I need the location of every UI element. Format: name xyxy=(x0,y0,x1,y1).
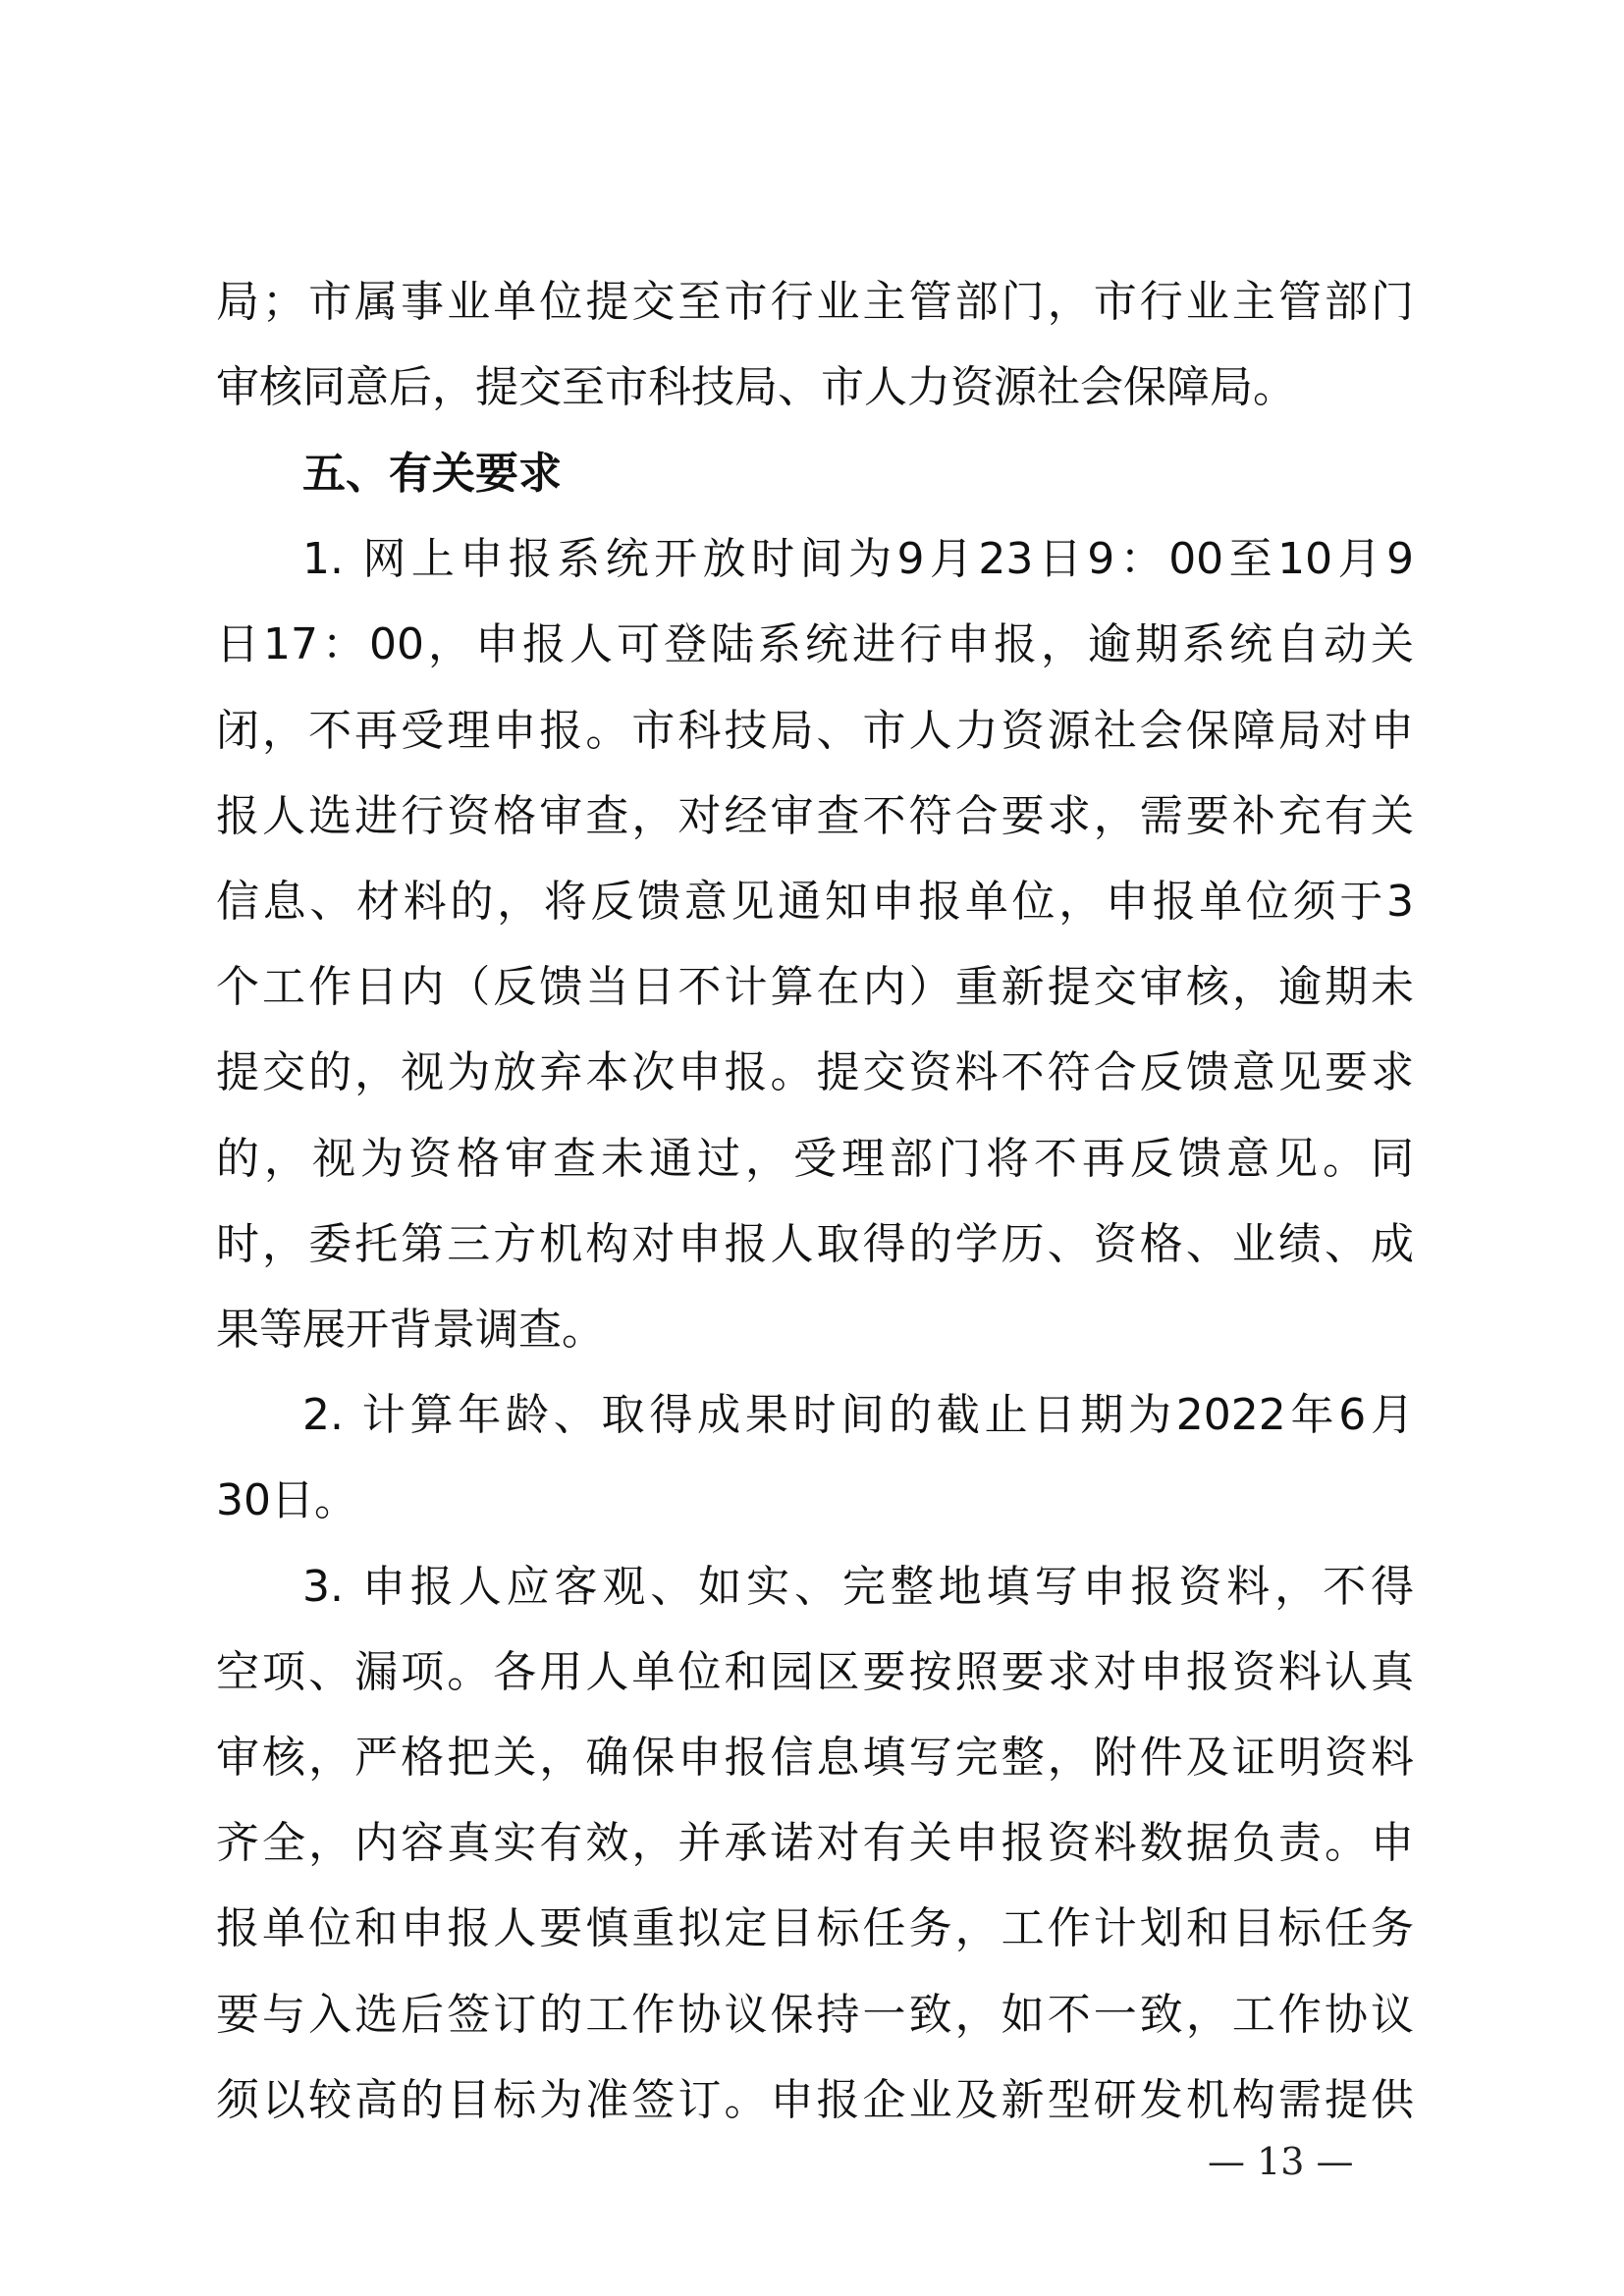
paragraph-line: 个工作日内（反馈当日不计算在内）重新提交审核，逾期未 xyxy=(216,962,1414,1012)
paragraph-line: 齐全，内容真实有效，并承诺对有关申报资料数据负责。申 xyxy=(216,1818,1414,1868)
page-number: — 13 — xyxy=(1208,2140,1354,2183)
paragraph-line: 信息、材料的，将反馈意见通知申报单位，申报单位须于3 xyxy=(216,877,1414,927)
paragraph-line: 须以较高的目标为准签订。申报企业及新型研发机构需提供 xyxy=(216,2075,1414,2125)
paragraph-line: 报人选进行资格审查，对经审查不符合要求，需要补充有关 xyxy=(216,791,1414,841)
paragraph-line: 时，委托第三方机构对申报人取得的学历、资格、业绩、成 xyxy=(216,1219,1414,1269)
paragraph-line: 审核同意后，提交至市科技局、市人力资源社会保障局。 xyxy=(216,362,1296,412)
section-heading: 五、有关要求 xyxy=(302,449,562,499)
paragraph-line: 日17：00，申报人可登陆系统进行申报，逾期系统自动关 xyxy=(216,619,1414,669)
paragraph-line: 审核，严格把关，确保申报信息填写完整，附件及证明资料 xyxy=(216,1733,1414,1783)
paragraph-line: 3. 申报人应客观、如实、完整地填写申报资料，不得 xyxy=(302,1562,1414,1612)
paragraph-line: 30日。 xyxy=(216,1475,357,1525)
paragraph-line: 提交的，视为放弃本次申报。提交资料不符合反馈意见要求 xyxy=(216,1047,1414,1097)
paragraph-line: 的，视为资格审查未通过，受理部门将不再反馈意见。同 xyxy=(216,1134,1414,1184)
paragraph-line: 报单位和申报人要慎重拟定目标任务，工作计划和目标任务 xyxy=(216,1903,1414,1953)
paragraph-line: 要与入选后签订的工作协议保持一致，如不一致，工作协议 xyxy=(216,1990,1414,2040)
paragraph-line: 1. 网上申报系统开放时间为9月23日9：00至10月9 xyxy=(302,534,1414,584)
paragraph-line: 局；市属事业单位提交至市行业主管部门，市行业主管部门 xyxy=(216,277,1414,327)
paragraph-line: 果等展开背景调查。 xyxy=(216,1305,605,1355)
paragraph-line: 2. 计算年龄、取得成果时间的截止日期为2022年6月 xyxy=(302,1390,1414,1440)
paragraph-line: 空项、漏项。各用人单位和园区要按照要求对申报资料认真 xyxy=(216,1647,1414,1697)
paragraph-line: 闭，不再受理申报。市科技局、市人力资源社会保障局对申 xyxy=(216,706,1414,756)
